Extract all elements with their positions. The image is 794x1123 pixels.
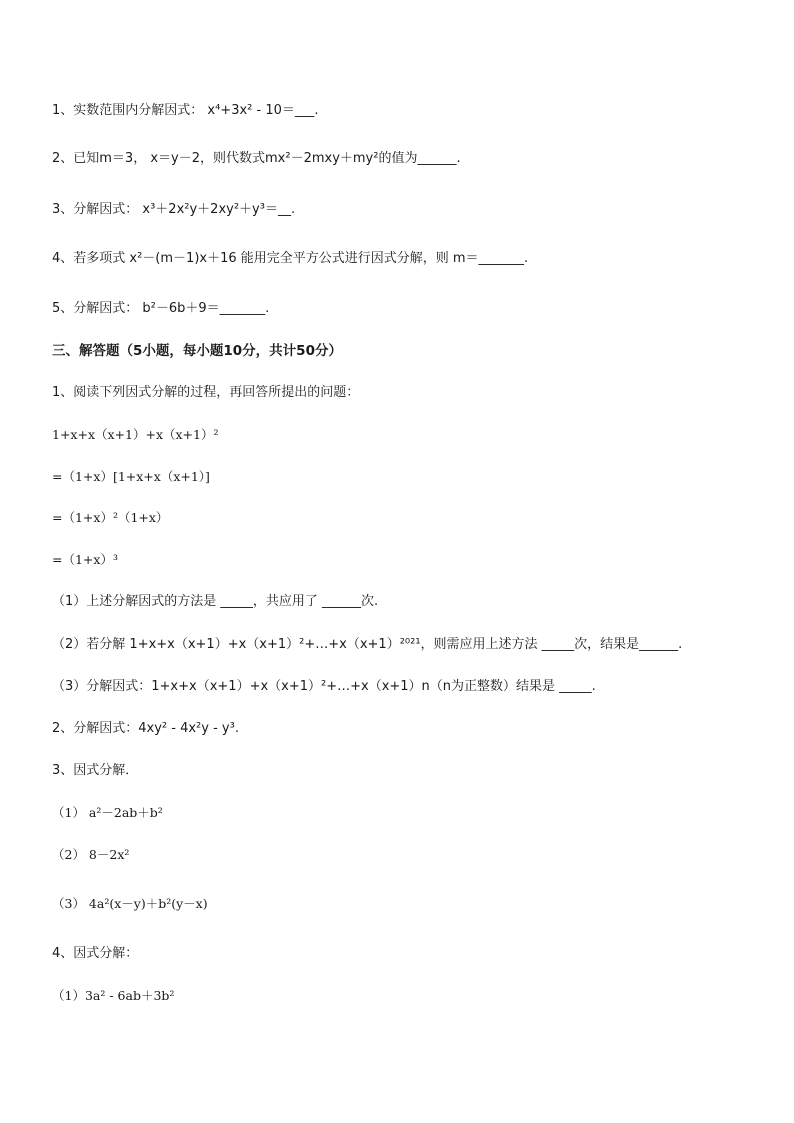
- problem-1-sub-1: （1）上述分解因式的方法是 _____，共应用了 ______次.: [52, 594, 379, 609]
- derivation-step-4: =（1+x）³: [52, 552, 118, 567]
- problem-3-item-1: （1） a²－2ab＋b²: [52, 805, 163, 820]
- problem-1-sub-3: （3）分解因式：1+x+x（x+1）+x（x+1）²+…+x（x+1）n（n为正整数）结果是 _____.: [52, 679, 596, 694]
- fill-question-2: 2、已知m＝3， x＝y－2，则代数式mx²－2mxy＋my²的值为______.: [52, 151, 461, 166]
- derivation-step-2: =（1+x）[1+x+x（x+1）]: [52, 469, 210, 484]
- problem-4-item-1: （1）3a² - 6ab＋3b²: [52, 988, 175, 1003]
- problem-2: 2、分解因式：4xy² - 4x²y - y³.: [52, 721, 239, 736]
- derivation-step-1: 1+x+x（x+1）+x（x+1）²: [52, 427, 219, 442]
- fill-question-4: 4、若多项式 x²－(m－1)x＋16 能用完全平方公式进行因式分解，则 m＝_______.: [52, 251, 529, 266]
- fill-question-3: 3、分解因式： x³＋2x²y＋2xy²＋y³＝__.: [52, 202, 296, 217]
- problem-3-item-2: （2） 8－2x²: [52, 847, 130, 862]
- derivation-step-3: =（1+x）²（1+x）: [52, 510, 169, 525]
- fill-question-5: 5、分解因式： b²－6b＋9＝_______.: [52, 301, 270, 316]
- problem-3-prompt: 3、因式分解．: [52, 763, 139, 778]
- section-heading: 三、解答题（5小题，每小题10分，共计50分）: [52, 343, 342, 359]
- problem-3-item-3: （3） 4a²(x－y)＋b²(y－x): [52, 896, 208, 911]
- problem-1-prompt: 1、阅读下列因式分解的过程，再回答所提出的问题：: [52, 385, 360, 400]
- problem-4-prompt: 4、因式分解：: [52, 946, 139, 961]
- problem-1-sub-2: （2）若分解 1+x+x（x+1）+x（x+1）²+…+x（x+1）²⁰²¹，则需应用上述方法 _____次，结果是______.: [52, 637, 683, 652]
- fill-question-1: 1、实数范围内分解因式： x⁴+3x² - 10＝___.: [52, 103, 319, 118]
